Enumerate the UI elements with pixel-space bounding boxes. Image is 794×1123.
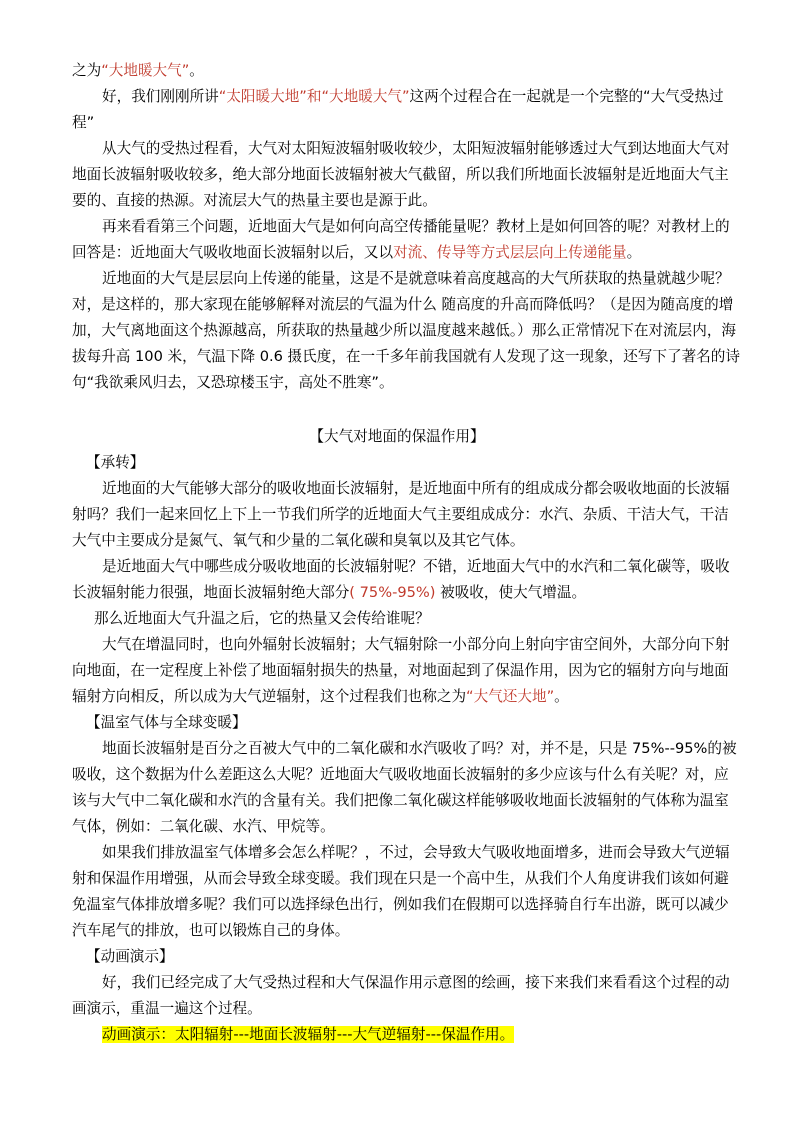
highlight-text: “大气还大地”	[466, 688, 555, 705]
highlight-text: 对流、传导等方式层层向上传递能量	[393, 244, 627, 261]
highlight-text: ( 75%-95%)	[349, 584, 436, 601]
paragraph-7	[72, 554, 740, 606]
paragraph-8: 那么近地面大气升温之后，它的热量又会传给谁呢？	[94, 610, 430, 627]
text: 这两个过程合在一起就是一个完整的“大气受热过程”	[72, 88, 724, 131]
paragraph-3	[72, 136, 740, 214]
section-title: 【大气对地面的保温作用】	[309, 428, 485, 445]
subheading-animation: 【动画演示】	[86, 948, 174, 965]
subheading-chengzhuan: 【承转】	[86, 454, 145, 471]
highlight-text: “太阳暖大地”和“大地暖大气”	[218, 88, 410, 105]
paragraph-9	[72, 632, 740, 710]
text: 。	[554, 688, 569, 705]
paragraph-1	[72, 58, 740, 84]
paragraph-4	[72, 214, 740, 266]
paragraph-12: 好，我们已经完成了大气受热过程和大气保温作用示意图的绘画，接下来我们来看看这个过程的动画演示，重温一遍这个过程。	[72, 974, 730, 1017]
paragraph-2	[72, 84, 740, 136]
paragraph-5	[72, 266, 740, 396]
paragraph-10: 地面长波辐射是百分之百被大气中的二氧化碳和水汽吸收了吗？对，并不是，只是 75%--95%的被吸收，这个数据为什么差距这么大呢？近地面大气吸收地面长波辐射的多少应该与什么有关呢？对，应该与大气中二氧化碳和水汽的含量有关。我们把像二氧化碳这样能够吸收地面长波辐射的气体称为温室气体，例如：二氧化碳、水汽、甲烷等。	[72, 740, 737, 835]
paragraph-13	[72, 1022, 740, 1048]
subheading-greenhouse: 【温室气体与全球变暖】	[86, 714, 247, 731]
text: 之为	[72, 62, 102, 79]
text: 近地面的大气是层层向上传递的能量，这是不是就意味着高度越高的大气所获取的热量就越少呢？对，是这样的，那大家现在能够解释对流层的气温为什么 随高度的升高而降低吗？（是因为随高度的增加，大气离地面这个热源越高，所获取的热量越少所以温度越来越低。）那么正常情况下在对流层内，海拔每升高 100 米，气温下降 0.6 摄氏度，在一千多年前我国就有人发现了这一现象，还写下了著名的诗句“我欲乘风归去，又恐琼楼玉宇，高处不胜寒”。	[72, 270, 740, 391]
paragraph-6: 近地面的大气能够大部分的吸收地面长波辐射，是近地面中所有的组成成分都会吸收地面的长波辐射吗？我们一起来回忆上下上一节我们所学的近地面大气主要组成成分：水汽、杂质、干洁大气，干洁大气中主要成分是氮气、氧气和少量的二氧化碳和臭氧以及其它气体。	[72, 480, 730, 549]
text: 。	[189, 62, 204, 79]
text: 。	[626, 244, 642, 261]
paragraph-11: 如果我们排放温室气体增多会怎么样呢？，不过，会导致大气吸收地面增多，进而会导致大气逆辐射和保温作用增强，从而会导致全球变暖。我们现在只是一个高中生，从我们个人角度讲我们该如何避免温室气体排放增多呢？我们可以选择绿色出行，例如我们在假期可以选择骑自行车出游，既可以减少汽车尾气的排放，也可以锻炼自己的身体。	[72, 844, 730, 939]
text: 大气在增温同时，也向外辐射长波辐射；大气辐射除一小部分向上射向宇宙空间外，大部分向下射向地面，在一定程度上补偿了地面辐射损失的热量，对地面起到了保温作用，因为它的辐射方向与地面辐射方向相反，所以成为大气逆辐射，这个过程我们也称之为	[72, 636, 730, 705]
highlight-text: “大地暖大气”	[101, 62, 190, 79]
text: 被吸收，使大气增温。	[435, 584, 587, 601]
text: 从大气的受热过程看，大气对太阳短波辐射吸收较少，太阳短波辐射能够透过大气到达地面大气对地面长波辐射吸收较多，绝大部分地面长波辐射被大气截留，所以我们所地面长波辐射是近地面大气主要的、直接的热源。对流层大气的热量主要也是源于此。	[72, 140, 730, 209]
text: 是近地面大气中哪些成分吸收地面的长波辐射呢？不错，近地面大气中的水汽和二氧化碳等，吸收长波辐射能力很强，地面长波辐射绝大部分	[72, 558, 730, 601]
text: 好，我们刚刚所讲	[102, 88, 219, 105]
text: 再来看看第三个问题，近地面大气是如何向高空传播能量呢？教材上是如何回答的呢？对教材上的回答是：近地面大气吸收地面长波辐射以后，又以	[72, 218, 730, 261]
highlighted-text: 动画演示：太阳辐射---地面长波辐射---大气逆辐射---保温作用。	[102, 1026, 515, 1043]
